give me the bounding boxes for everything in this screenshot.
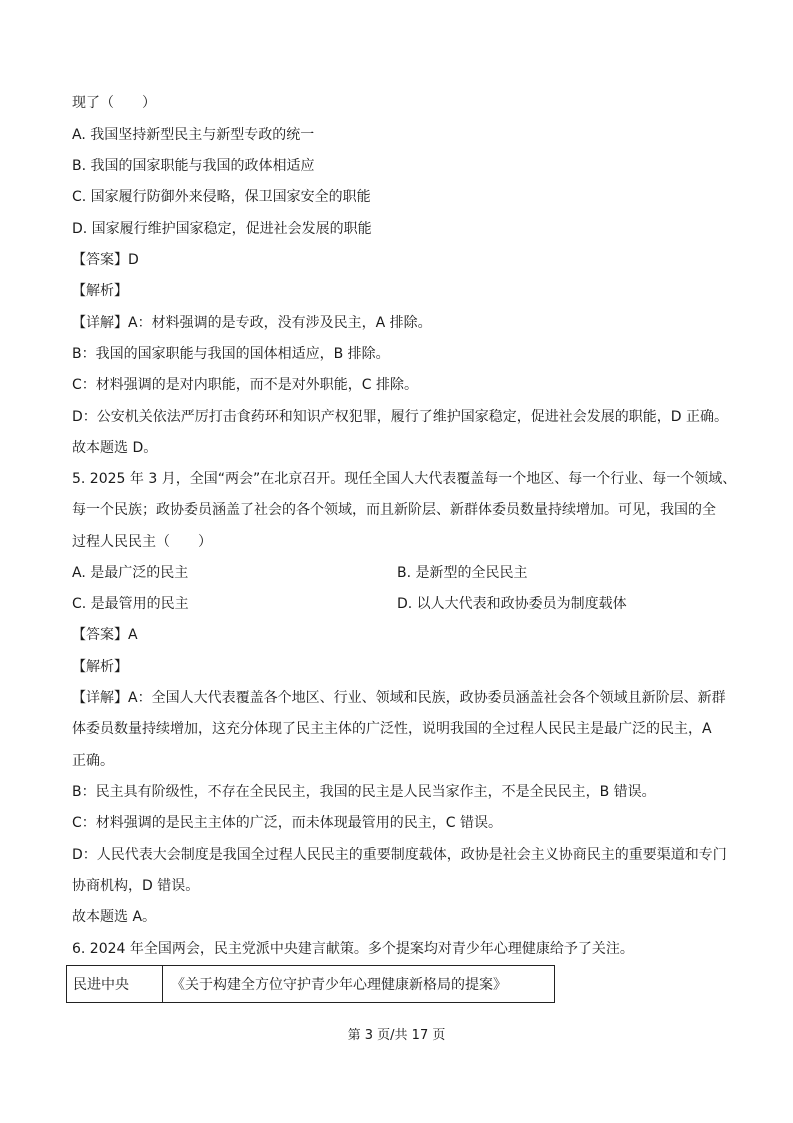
detail-line: 故本题选 A。 (72, 909, 157, 925)
answer-line: 【答案】A (72, 627, 138, 643)
detail-line: C：材料强调的是对内职能，而不是对外职能，C 排除。 (72, 377, 418, 393)
option-a: A. 我国坚持新型民主与新型专政的统一 (72, 127, 315, 143)
detail-line: D：公安机关依法严厉打击食药环和知识产权犯罪，履行了维护国家稳定，促进社会发展的职能，D 正确。 (72, 409, 729, 425)
detail-line: C：材料强调的是民主主体的广泛，而未体现最管用的民主，C 错误。 (72, 815, 502, 831)
detail-line: D：人民代表大会制度是我国全过程人民民主的重要制度载体，政协是社会主义协商民主的重要渠道和专门 (72, 847, 727, 863)
option-d: D. 国家履行维护国家稳定，促进社会发展的职能 (72, 221, 372, 237)
option-b: B. 是新型的全民民主 (397, 565, 528, 581)
proposal-table (66, 965, 555, 1003)
detail-line: 【详解】A：材料强调的是专政，没有涉及民主，A 排除。 (72, 315, 432, 331)
detail-line: 正确。 (72, 753, 114, 769)
question-stem: 6. 2024 年全国两会，民主党派中央建言献策。多个提案均对青少年心理健康给予了关注。 (72, 941, 634, 957)
option-a: A. 是最广泛的民主 (72, 565, 189, 581)
detail-line: 体委员数量持续增加，这充分体现了民主主体的广泛性，说明我国的全过程人民民主是最广泛的民主，A (72, 721, 712, 737)
option-c: C. 国家履行防御外来侵略，保卫国家安全的职能 (72, 189, 371, 205)
question-stem: 5. 2025 年 3 月，全国“两会”在北京召开。现任全国人大代表覆盖每一个地区、每一个行业、每一个领域、 (72, 471, 737, 487)
detail-line: 协商机构，D 错误。 (72, 878, 200, 894)
option-b: B. 我国的国家职能与我国的政体相适应 (72, 158, 315, 174)
answer-line: 【答案】D (72, 252, 139, 268)
detail-line: 故本题选 D。 (72, 440, 158, 456)
option-c: C. 是最管用的民主 (72, 596, 189, 612)
option-d: D. 以人大代表和政协委员为制度载体 (397, 596, 627, 612)
table-cell-party: 民进中央 (67, 966, 163, 1002)
detail-line: B：我国的国家职能与我国的国体相适应，B 排除。 (72, 346, 390, 362)
question-stem: 过程人民民主（ ） (72, 534, 212, 550)
detail-line: 【详解】A：全国人大代表覆盖各个地区、行业、领域和民族，政协委员涵盖社会各个领域且新阶层、新群 (72, 690, 726, 706)
analysis-label: 【解析】 (72, 659, 128, 675)
analysis-label: 【解析】 (72, 283, 128, 299)
table-cell-proposal: 《关于构建全方位守护青少年心理健康新格局的提案》 (171, 977, 507, 993)
question-stem: 每一个民族；政协委员涵盖了社会的各个领域，而且新阶层、新群体委员数量持续增加。可见，我国的全 (72, 502, 716, 518)
detail-line: B：民主具有阶级性，不存在全民民主，我国的民主是人民当家作主，不是全民民主，B 错误。 (72, 784, 656, 800)
page-footer: 第 3 页/共 17 页 (347, 1028, 446, 1043)
question-stem: 现了（ ） (72, 95, 156, 111)
